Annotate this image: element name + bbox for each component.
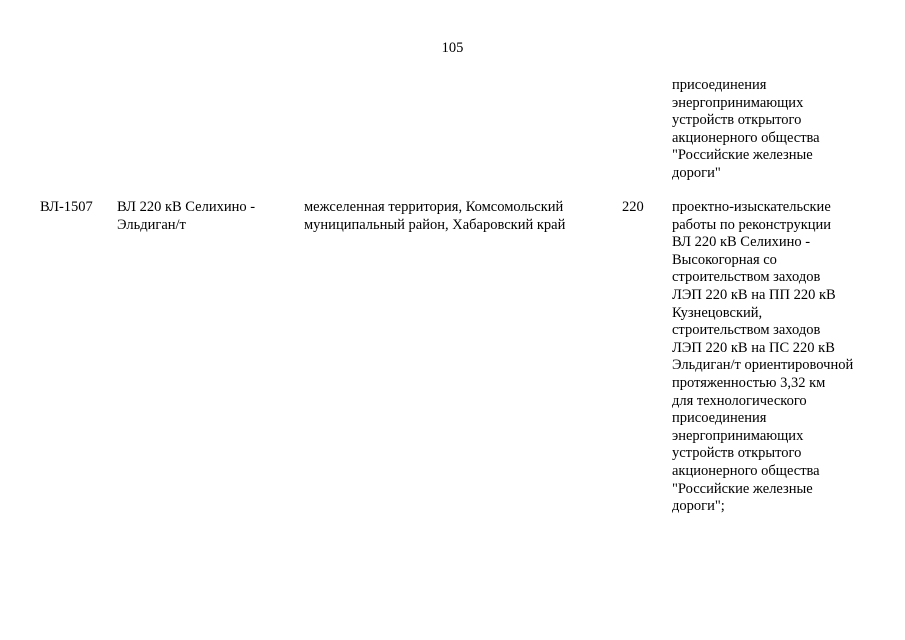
location-cell: межселенная территория, Комсомольский муниципальный район, Хабаровский край (304, 199, 566, 233)
description-cell: проектно-изыскательские работы по реконструкции ВЛ 220 кВ Селихино - Высокогорная со строительством заходов ЛЭП 220 кВ на ПП 220 кВ Кузнецовский, строительством заходов ЛЭП 220 кВ на ПС 220 кВ Эльдиган/т ориентировочной протяженностью 3,32 км для технологического присоединения энергопринимающих устройств открытого акционерного общества "Российские железные дороги"; (672, 199, 854, 515)
continued-description-cell: присоединения энергопринимающих устройств открытого акционерного общества "Российские железные дороги" (672, 77, 820, 181)
object-code-cell: ВЛ-1507 (40, 199, 93, 215)
object-name-cell: ВЛ 220 кВ Селихино - Эльдиган/т (117, 199, 256, 233)
voltage-cell: 220 (622, 199, 644, 215)
page-number: 105 (441, 40, 464, 56)
